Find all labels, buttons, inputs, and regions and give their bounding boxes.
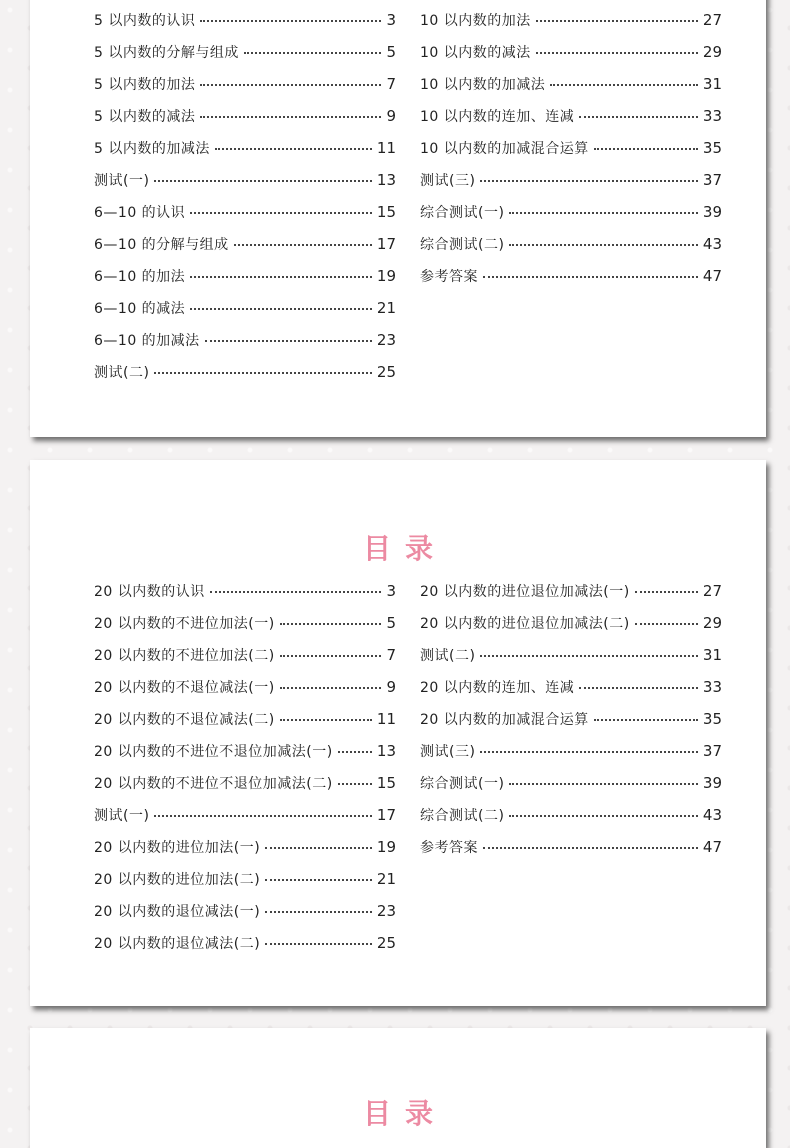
dot-leader	[509, 783, 697, 785]
dot-leader	[205, 340, 372, 342]
dot-leader	[594, 719, 698, 721]
toc-right-column	[420, 4, 722, 292]
toc-entry[interactable]	[420, 228, 722, 260]
toc-entry-label: 综合测试(二)	[420, 237, 505, 253]
toc-entry-page-number: 9	[386, 678, 396, 696]
toc-entry-page-number: 29	[702, 43, 722, 61]
toc-entry[interactable]	[94, 292, 396, 324]
toc-entry-page-number: 23	[376, 902, 396, 920]
toc-entry[interactable]	[94, 100, 396, 132]
toc-entry-page-number: 39	[702, 774, 722, 792]
toc-entry[interactable]	[94, 164, 396, 196]
toc-entry-page-number: 3	[386, 11, 396, 29]
toc-entry-page-number: 11	[376, 710, 396, 728]
toc-entry-label: 5 以内数的加减法	[94, 141, 210, 157]
toc-entry-page-number: 15	[376, 774, 396, 792]
toc-entry-page-number: 31	[702, 646, 722, 664]
toc-entry-label: 6—10 的分解与组成	[94, 237, 229, 253]
toc-entry[interactable]	[94, 607, 396, 639]
toc-entry-page-number: 5	[386, 614, 396, 632]
toc-entry-page-number: 35	[702, 139, 722, 157]
toc-entry[interactable]	[420, 164, 722, 196]
toc-entry-label: 20 以内数的进位退位加减法(一)	[420, 584, 630, 600]
toc-entry-label: 20 以内数的不进位不退位加减法(二)	[94, 776, 333, 792]
toc-entry[interactable]	[94, 831, 396, 863]
toc-entry[interactable]	[420, 196, 722, 228]
toc-entry-label: 20 以内数的不退位减法(二)	[94, 712, 275, 728]
toc-left-column	[94, 575, 396, 959]
toc-entry-page-number: 11	[376, 139, 396, 157]
toc-entry[interactable]	[420, 132, 722, 164]
toc-entry-page-number: 19	[376, 267, 396, 285]
toc-entry-page-number: 25	[376, 363, 396, 381]
toc-entry[interactable]	[420, 68, 722, 100]
dot-leader	[244, 52, 381, 54]
toc-entry[interactable]	[94, 799, 396, 831]
toc-entry-label: 20 以内数的进位加法(一)	[94, 840, 261, 856]
toc-entry[interactable]	[420, 767, 722, 799]
dot-leader	[190, 212, 372, 214]
toc-entry-page-number: 39	[702, 203, 722, 221]
dot-leader	[200, 84, 381, 86]
dot-leader	[280, 655, 381, 657]
dot-leader	[509, 212, 697, 214]
toc-entry[interactable]	[420, 735, 722, 767]
toc-entry-label: 20 以内数的认识	[94, 584, 205, 600]
dot-leader	[509, 815, 697, 817]
toc-entry-label: 综合测试(一)	[420, 776, 505, 792]
toc-entry-page-number: 35	[702, 710, 722, 728]
dot-leader	[265, 911, 372, 913]
toc-entry-label: 测试(三)	[420, 173, 476, 189]
toc-entry-label: 10 以内数的连加、连减	[420, 109, 575, 125]
toc-entry[interactable]	[94, 863, 396, 895]
toc-entry-page-number: 7	[386, 75, 396, 93]
toc-entry-page-number: 47	[702, 267, 722, 285]
dot-leader	[338, 783, 372, 785]
toc-entry-label: 20 以内数的连加、连减	[420, 680, 575, 696]
toc-entry-label: 参考答案	[420, 840, 478, 856]
toc-entry[interactable]	[420, 671, 722, 703]
toc-entry[interactable]	[94, 196, 396, 228]
toc-entry[interactable]	[94, 575, 396, 607]
page-title: 目录	[362, 532, 447, 565]
toc-entry[interactable]	[420, 260, 722, 292]
dot-leader	[265, 943, 372, 945]
dot-leader	[536, 52, 698, 54]
toc-entry-page-number: 37	[702, 742, 722, 760]
toc-entry-page-number: 33	[702, 107, 722, 125]
dot-leader	[480, 180, 697, 182]
toc-entry-label: 综合测试(二)	[420, 808, 505, 824]
toc-entry-page-number: 43	[702, 235, 722, 253]
toc-entry-label: 10 以内数的加减法	[420, 77, 546, 93]
toc-entry-page-number: 13	[376, 171, 396, 189]
toc-entry[interactable]	[94, 356, 396, 388]
toc-entry[interactable]	[94, 260, 396, 292]
toc-entry[interactable]	[420, 831, 722, 863]
toc-entry-page-number: 31	[702, 75, 722, 93]
dot-leader	[635, 591, 698, 593]
toc-entry-page-number: 5	[386, 43, 396, 61]
dot-leader	[480, 751, 697, 753]
toc-entry-page-number: 43	[702, 806, 722, 824]
toc-entry-label: 5 以内数的分解与组成	[94, 45, 239, 61]
toc-entry[interactable]	[94, 895, 396, 927]
toc-entry-page-number: 19	[376, 838, 396, 856]
toc-entry-label: 综合测试(一)	[420, 205, 505, 221]
dot-leader	[579, 687, 698, 689]
toc-entry[interactable]	[420, 575, 722, 607]
dot-leader	[338, 751, 372, 753]
toc-entry-page-number: 17	[376, 235, 396, 253]
toc-page-3	[30, 1028, 766, 1148]
toc-entry-label: 6—10 的认识	[94, 205, 186, 221]
toc-entry-page-number: 21	[376, 870, 396, 888]
dot-leader	[210, 591, 381, 593]
toc-entry-page-number: 3	[386, 582, 396, 600]
toc-entry-label: 20 以内数的退位减法(一)	[94, 904, 261, 920]
toc-entry-label: 5 以内数的减法	[94, 109, 196, 125]
toc-page-2	[30, 460, 766, 1006]
toc-entry-page-number: 23	[376, 331, 396, 349]
toc-entry[interactable]	[420, 4, 722, 36]
toc-entry-page-number: 21	[376, 299, 396, 317]
toc-entry[interactable]	[94, 228, 396, 260]
toc-entry-label: 20 以内数的退位减法(二)	[94, 936, 261, 952]
toc-entry-label: 6—10 的加减法	[94, 333, 200, 349]
toc-entry[interactable]	[420, 639, 722, 671]
toc-entry-label: 测试(一)	[94, 808, 150, 824]
dot-leader	[280, 687, 381, 689]
toc-entry-label: 10 以内数的加减混合运算	[420, 141, 589, 157]
toc-entry[interactable]	[94, 671, 396, 703]
toc-entry-label: 5 以内数的加法	[94, 77, 196, 93]
toc-entry[interactable]	[420, 607, 722, 639]
dot-leader	[154, 372, 371, 374]
dot-leader	[550, 84, 698, 86]
page-title: 目录	[362, 1097, 447, 1130]
toc-entry[interactable]	[94, 36, 396, 68]
toc-entry-label: 20 以内数的不进位不退位加减法(一)	[94, 744, 333, 760]
toc-entry-label: 测试(二)	[420, 648, 476, 664]
toc-entry-page-number: 27	[702, 11, 722, 29]
toc-entry-page-number: 9	[386, 107, 396, 125]
toc-entry-page-number: 13	[376, 742, 396, 760]
toc-entry[interactable]	[420, 799, 722, 831]
dot-leader	[579, 116, 698, 118]
toc-entry[interactable]	[94, 927, 396, 959]
toc-entry-page-number: 29	[702, 614, 722, 632]
toc-left-column	[94, 4, 396, 388]
toc-entry-page-number: 47	[702, 838, 722, 856]
toc-entry[interactable]	[94, 132, 396, 164]
toc-entry-label: 20 以内数的加减混合运算	[420, 712, 589, 728]
toc-entry[interactable]	[94, 324, 396, 356]
dot-leader	[594, 148, 698, 150]
toc-entry-label: 20 以内数的不进位加法(一)	[94, 616, 275, 632]
toc-page-1	[30, 0, 766, 437]
dot-leader	[265, 847, 372, 849]
toc-entry-label: 20 以内数的不退位减法(一)	[94, 680, 275, 696]
dot-leader	[280, 719, 372, 721]
toc-entry-page-number: 7	[386, 646, 396, 664]
toc-entry[interactable]	[94, 68, 396, 100]
toc-entry-label: 6—10 的减法	[94, 301, 186, 317]
toc-entry-page-number: 15	[376, 203, 396, 221]
toc-entry[interactable]	[420, 100, 722, 132]
dot-leader	[200, 116, 381, 118]
toc-entry-label: 20 以内数的不进位加法(二)	[94, 648, 275, 664]
dot-leader	[265, 879, 372, 881]
toc-entry-label: 测试(一)	[94, 173, 150, 189]
dot-leader	[536, 20, 698, 22]
dot-leader	[190, 308, 372, 310]
dot-leader	[154, 815, 371, 817]
dot-leader	[635, 623, 698, 625]
toc-entry-page-number: 37	[702, 171, 722, 189]
toc-entry[interactable]	[94, 639, 396, 671]
toc-entry[interactable]	[94, 703, 396, 735]
dot-leader	[483, 276, 698, 278]
toc-entry-label: 10 以内数的减法	[420, 45, 531, 61]
toc-entry-label: 5 以内数的认识	[94, 13, 196, 29]
toc-entry[interactable]	[94, 767, 396, 799]
dot-leader	[480, 655, 697, 657]
toc-entry[interactable]	[420, 703, 722, 735]
toc-entry-page-number: 25	[376, 934, 396, 952]
toc-entry[interactable]	[94, 4, 396, 36]
toc-entry-label: 10 以内数的加法	[420, 13, 531, 29]
toc-entry[interactable]	[94, 735, 396, 767]
toc-entry-label: 测试(二)	[94, 365, 150, 381]
toc-entry-label: 20 以内数的进位加法(二)	[94, 872, 261, 888]
dot-leader	[234, 244, 372, 246]
dot-leader	[215, 148, 372, 150]
dot-leader	[483, 847, 698, 849]
dot-leader	[190, 276, 372, 278]
toc-entry[interactable]	[420, 36, 722, 68]
toc-right-column	[420, 575, 722, 863]
toc-entry-page-number: 17	[376, 806, 396, 824]
toc-entry-label: 20 以内数的进位退位加减法(二)	[420, 616, 630, 632]
toc-entry-label: 参考答案	[420, 269, 478, 285]
dot-leader	[200, 20, 381, 22]
dot-leader	[154, 180, 371, 182]
toc-entry-page-number: 27	[702, 582, 722, 600]
dot-leader	[509, 244, 697, 246]
dot-leader	[280, 623, 381, 625]
toc-entry-label: 测试(三)	[420, 744, 476, 760]
toc-entry-label: 6—10 的加法	[94, 269, 186, 285]
toc-entry-page-number: 33	[702, 678, 722, 696]
